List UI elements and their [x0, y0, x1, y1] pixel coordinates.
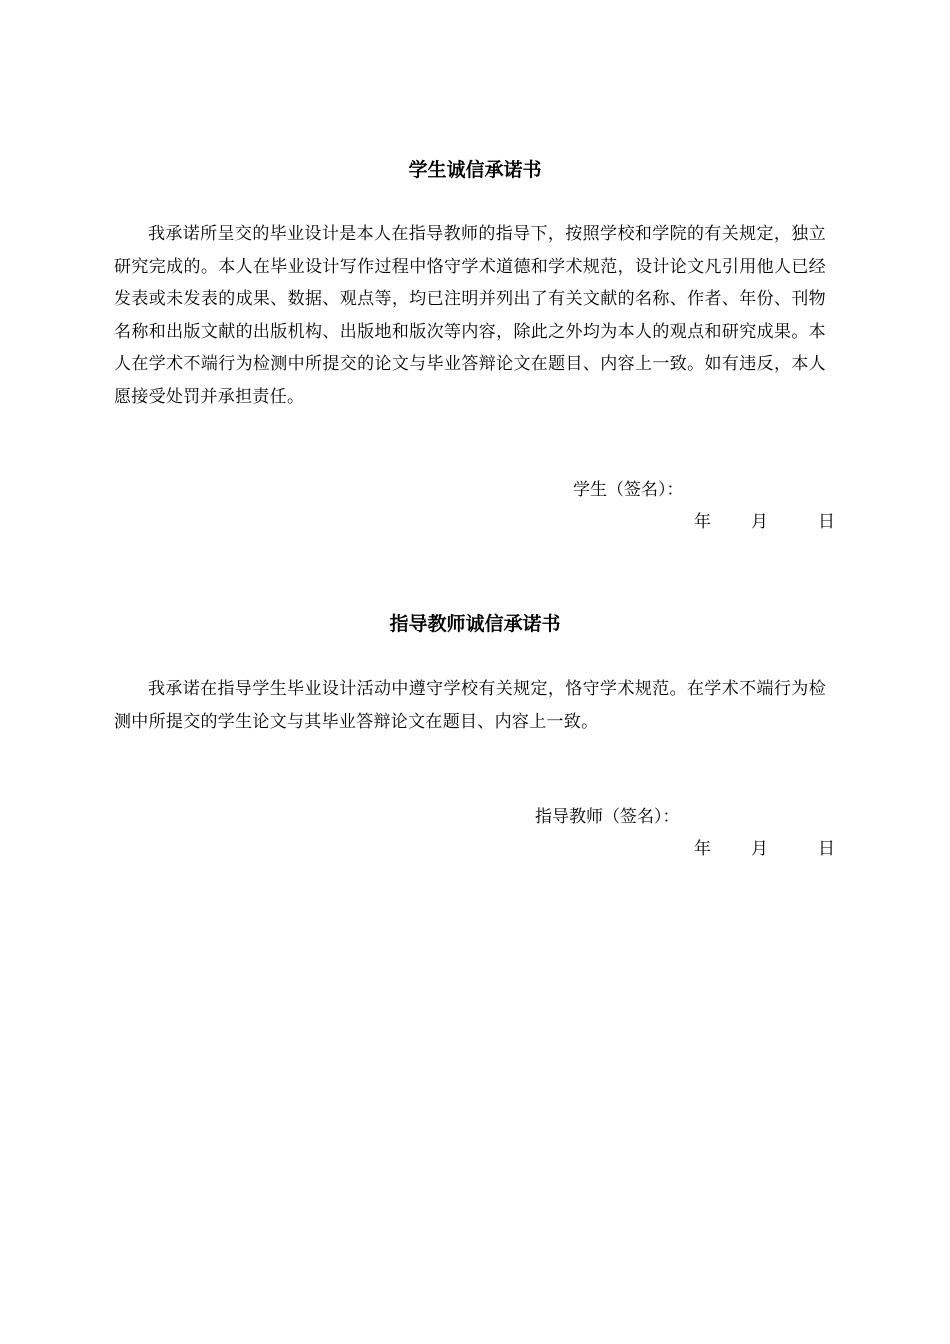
student-date-day: 日: [818, 512, 835, 532]
student-date-year: 年: [694, 512, 711, 532]
advisor-date-year: 年: [694, 839, 711, 859]
student-signature-label: 学生（签名）：: [573, 480, 684, 500]
advisor-date-month: 月: [751, 839, 768, 859]
advisor-date-day: 日: [818, 839, 835, 859]
advisor-pledge-title: 指导教师诚信承诺书: [389, 613, 561, 635]
student-date-month: 月: [751, 512, 768, 532]
student-pledge-title: 学生诚信承诺书: [408, 159, 542, 181]
advisor-signature-label: 指导教师（签名）：: [535, 807, 680, 827]
advisor-pledge-body: 我承诺在指导学生毕业设计活动中遵守学校有关规定，恪守学术规范。在学术不端行为检测中所提交的学生论文与其毕业答辩论文在题目、内容上一致。: [114, 679, 826, 732]
student-pledge-body: 我承诺所呈交的毕业设计是本人在指导教师的指导下，按照学校和学院的有关规定，独立研究完成的。本人在毕业设计写作过程中恪守学术道德和学术规范，设计论文凡引用他人已经发表或未发表的成果、数据、观点等，均已注明并列出了有关文献的名称、作者、年份、刊物名称和出版文献的出版机构、出版地和版次等内容，除此之外均为本人的观点和研究成果。本人在学术不端行为检测中所提交的论文与毕业答辩论文在题目、内容上一致。如有违反，本人愿接受处罚并承担责任。: [114, 224, 826, 407]
